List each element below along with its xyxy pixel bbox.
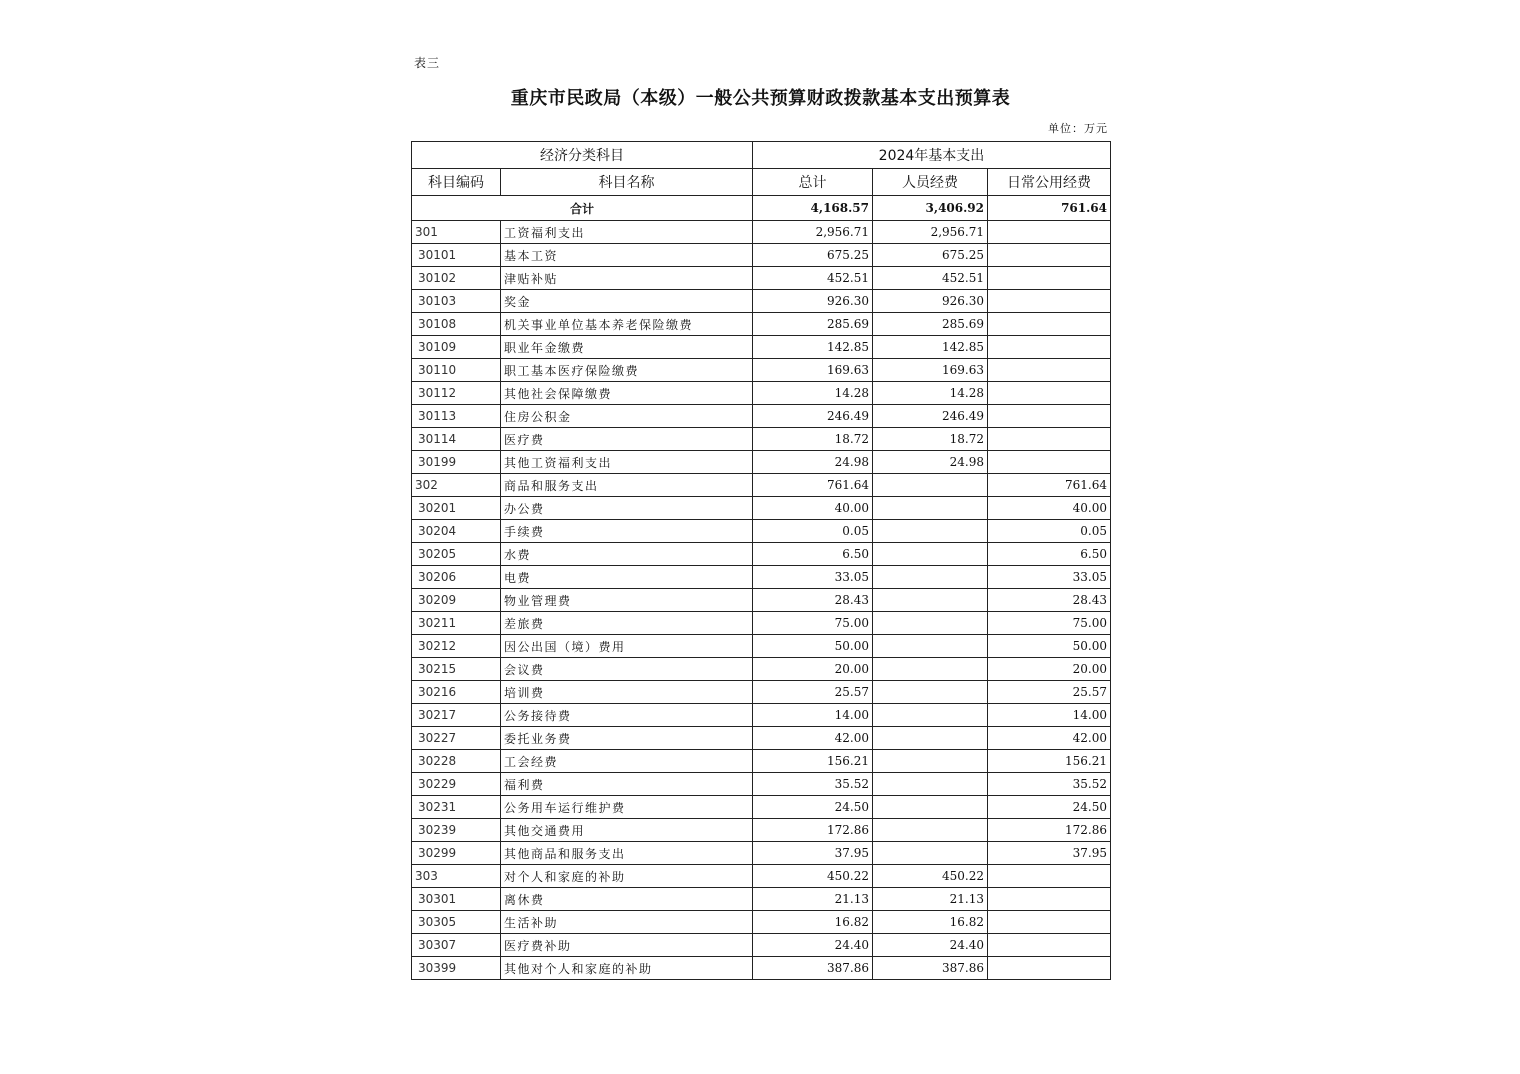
row-personnel: [873, 704, 988, 727]
row-total: 172.86: [753, 819, 873, 842]
row-public: 156.21: [988, 750, 1111, 773]
row-total: 452.51: [753, 267, 873, 290]
row-name: 职业年金缴费: [501, 336, 753, 359]
row-total: 33.05: [753, 566, 873, 589]
row-personnel: 450.22: [873, 865, 988, 888]
row-code: 30301: [412, 888, 501, 911]
row-code: 30108: [412, 313, 501, 336]
row-code: 30209: [412, 589, 501, 612]
table-row: [412, 911, 1111, 934]
row-name: 公务用车运行维护费: [501, 796, 753, 819]
row-name: 差旅费: [501, 612, 753, 635]
row-name: 职工基本医疗保险缴费: [501, 359, 753, 382]
row-name: 公务接待费: [501, 704, 753, 727]
row-total: 387.86: [753, 957, 873, 980]
table-row: [412, 750, 1111, 773]
table-row: [412, 842, 1111, 865]
row-public: 761.64: [988, 474, 1111, 497]
row-code: 30101: [412, 244, 501, 267]
row-total: 156.21: [753, 750, 873, 773]
row-total: 761.64: [753, 474, 873, 497]
row-code: 30199: [412, 451, 501, 474]
row-personnel: 169.63: [873, 359, 988, 382]
row-total: 246.49: [753, 405, 873, 428]
row-code: 30212: [412, 635, 501, 658]
row-public: 20.00: [988, 658, 1111, 681]
row-name: 医疗费: [501, 428, 753, 451]
row-code: 30102: [412, 267, 501, 290]
row-code: 30206: [412, 566, 501, 589]
row-public: 50.00: [988, 635, 1111, 658]
row-personnel: [873, 796, 988, 819]
row-name: 物业管理费: [501, 589, 753, 612]
row-name: 工资福利支出: [501, 221, 753, 244]
row-code: 303: [412, 865, 501, 888]
column-header-total: 总计: [753, 169, 873, 196]
row-code: 30110: [412, 359, 501, 382]
row-name: 其他工资福利支出: [501, 451, 753, 474]
row-public: [988, 934, 1111, 957]
row-public: [988, 336, 1111, 359]
row-name: 基本工资: [501, 244, 753, 267]
row-public: [988, 313, 1111, 336]
row-public: [988, 244, 1111, 267]
row-public: 172.86: [988, 819, 1111, 842]
table-row: [412, 290, 1111, 313]
unit-label: 单位：万元: [1048, 122, 1108, 135]
row-personnel: [873, 819, 988, 842]
table-row: [412, 313, 1111, 336]
row-personnel: 246.49: [873, 405, 988, 428]
table-label: 表三: [414, 56, 441, 70]
row-public: [988, 428, 1111, 451]
row-name: 对个人和家庭的补助: [501, 865, 753, 888]
row-code: 30216: [412, 681, 501, 704]
row-public: [988, 451, 1111, 474]
row-name: 其他交通费用: [501, 819, 753, 842]
row-personnel: [873, 658, 988, 681]
row-personnel: [873, 635, 988, 658]
row-personnel: 21.13: [873, 888, 988, 911]
row-name: 其他商品和服务支出: [501, 842, 753, 865]
row-personnel: 675.25: [873, 244, 988, 267]
row-personnel: [873, 474, 988, 497]
row-personnel: [873, 750, 988, 773]
table-row: [412, 428, 1111, 451]
table-row: [412, 727, 1111, 750]
row-personnel: 2,956.71: [873, 221, 988, 244]
row-total: 18.72: [753, 428, 873, 451]
row-personnel: 926.30: [873, 290, 988, 313]
total-public: 761.64: [988, 196, 1111, 221]
table-row: [412, 635, 1111, 658]
row-name: 奖金: [501, 290, 753, 313]
row-code: 30114: [412, 428, 501, 451]
table-row: [412, 382, 1111, 405]
row-personnel: [873, 773, 988, 796]
row-public: 75.00: [988, 612, 1111, 635]
row-public: 37.95: [988, 842, 1111, 865]
row-personnel: 18.72: [873, 428, 988, 451]
row-total: 14.28: [753, 382, 873, 405]
row-total: 169.63: [753, 359, 873, 382]
row-total: 25.57: [753, 681, 873, 704]
row-name: 工会经费: [501, 750, 753, 773]
table-row: [412, 819, 1111, 842]
total-label: 合计: [412, 196, 753, 221]
table-row: [412, 704, 1111, 727]
table-row: [412, 865, 1111, 888]
row-code: 30103: [412, 290, 501, 313]
row-personnel: 14.28: [873, 382, 988, 405]
row-personnel: 452.51: [873, 267, 988, 290]
row-total: 50.00: [753, 635, 873, 658]
table-row: [412, 773, 1111, 796]
row-code: 30113: [412, 405, 501, 428]
row-personnel: 285.69: [873, 313, 988, 336]
row-personnel: [873, 842, 988, 865]
row-public: 42.00: [988, 727, 1111, 750]
row-personnel: [873, 727, 988, 750]
row-code: 30227: [412, 727, 501, 750]
row-code: 30215: [412, 658, 501, 681]
row-total: 675.25: [753, 244, 873, 267]
row-code: 30229: [412, 773, 501, 796]
row-total: 21.13: [753, 888, 873, 911]
header-row-columns: [412, 169, 1111, 196]
row-public: 33.05: [988, 566, 1111, 589]
row-personnel: [873, 612, 988, 635]
row-code: 30399: [412, 957, 501, 980]
row-name: 津贴补贴: [501, 267, 753, 290]
row-code: 302: [412, 474, 501, 497]
row-public: 6.50: [988, 543, 1111, 566]
row-total: 24.50: [753, 796, 873, 819]
row-personnel: [873, 566, 988, 589]
table-row: [412, 405, 1111, 428]
row-total: 285.69: [753, 313, 873, 336]
row-total: 75.00: [753, 612, 873, 635]
table-row: [412, 589, 1111, 612]
row-name: 福利费: [501, 773, 753, 796]
row-public: [988, 382, 1111, 405]
table-row: [412, 451, 1111, 474]
row-public: [988, 221, 1111, 244]
row-personnel: [873, 497, 988, 520]
row-personnel: [873, 589, 988, 612]
budget-table: [411, 141, 1111, 980]
row-total: 24.98: [753, 451, 873, 474]
row-name: 委托业务费: [501, 727, 753, 750]
row-name: 手续费: [501, 520, 753, 543]
row-total: 24.40: [753, 934, 873, 957]
row-code: 30228: [412, 750, 501, 773]
row-total: 0.05: [753, 520, 873, 543]
column-group-economic: 经济分类科目: [412, 142, 753, 169]
row-public: 0.05: [988, 520, 1111, 543]
row-public: 40.00: [988, 497, 1111, 520]
row-personnel: [873, 520, 988, 543]
column-group-budget: 2024年基本支出: [753, 142, 1111, 169]
row-total: 16.82: [753, 911, 873, 934]
row-public: [988, 888, 1111, 911]
row-personnel: 24.98: [873, 451, 988, 474]
table-row: [412, 934, 1111, 957]
document-title: 重庆市民政局（本级）一般公共预算财政拨款基本支出预算表: [510, 88, 1011, 109]
row-name: 其他社会保障缴费: [501, 382, 753, 405]
row-total: 14.00: [753, 704, 873, 727]
row-name: 电费: [501, 566, 753, 589]
row-public: 24.50: [988, 796, 1111, 819]
row-public: [988, 290, 1111, 313]
row-personnel: [873, 681, 988, 704]
row-code: 30299: [412, 842, 501, 865]
header-row-group: [412, 142, 1111, 169]
table-row: [412, 520, 1111, 543]
row-personnel: 387.86: [873, 957, 988, 980]
table-row: [412, 497, 1111, 520]
row-code: 30239: [412, 819, 501, 842]
row-public: [988, 267, 1111, 290]
table-row: [412, 359, 1111, 382]
row-code: 30307: [412, 934, 501, 957]
row-code: 30231: [412, 796, 501, 819]
table-row: [412, 888, 1111, 911]
table-row: [412, 658, 1111, 681]
row-code: 30201: [412, 497, 501, 520]
row-total: 40.00: [753, 497, 873, 520]
row-public: [988, 359, 1111, 382]
table-row: [412, 336, 1111, 359]
row-name: 会议费: [501, 658, 753, 681]
row-personnel: 142.85: [873, 336, 988, 359]
row-code: 30205: [412, 543, 501, 566]
row-public: [988, 865, 1111, 888]
row-total: 20.00: [753, 658, 873, 681]
row-total: 28.43: [753, 589, 873, 612]
table-row: [412, 221, 1111, 244]
row-name: 机关事业单位基本养老保险缴费: [501, 313, 753, 336]
table-row: [412, 681, 1111, 704]
total-sum: 4,168.57: [753, 196, 873, 221]
row-name: 生活补助: [501, 911, 753, 934]
row-code: 30112: [412, 382, 501, 405]
row-name: 医疗费补助: [501, 934, 753, 957]
budget-table-body: [412, 142, 1111, 980]
row-name: 水费: [501, 543, 753, 566]
row-code: 30109: [412, 336, 501, 359]
table-row: [412, 612, 1111, 635]
row-public: 14.00: [988, 704, 1111, 727]
table-row: [412, 543, 1111, 566]
column-header-personnel: 人员经费: [873, 169, 988, 196]
row-name: 因公出国（境）费用: [501, 635, 753, 658]
table-row: [412, 474, 1111, 497]
column-header-code: 科目编码: [412, 169, 501, 196]
column-header-name: 科目名称: [501, 169, 753, 196]
row-total: 142.85: [753, 336, 873, 359]
row-total: 6.50: [753, 543, 873, 566]
row-code: 30211: [412, 612, 501, 635]
row-name: 办公费: [501, 497, 753, 520]
row-total: 37.95: [753, 842, 873, 865]
row-total: 35.52: [753, 773, 873, 796]
row-public: 25.57: [988, 681, 1111, 704]
row-public: [988, 957, 1111, 980]
row-name: 商品和服务支出: [501, 474, 753, 497]
row-public: 35.52: [988, 773, 1111, 796]
total-personnel: 3,406.92: [873, 196, 988, 221]
row-personnel: 24.40: [873, 934, 988, 957]
row-personnel: 16.82: [873, 911, 988, 934]
row-public: [988, 911, 1111, 934]
row-public: [988, 405, 1111, 428]
row-code: 301: [412, 221, 501, 244]
row-code: 30204: [412, 520, 501, 543]
row-total: 42.00: [753, 727, 873, 750]
row-code: 30217: [412, 704, 501, 727]
row-public: 28.43: [988, 589, 1111, 612]
table-row: [412, 566, 1111, 589]
table-row: [412, 244, 1111, 267]
total-row: [412, 196, 1111, 221]
row-code: 30305: [412, 911, 501, 934]
row-name: 离休费: [501, 888, 753, 911]
table-row: [412, 267, 1111, 290]
row-total: 926.30: [753, 290, 873, 313]
table-row: [412, 796, 1111, 819]
row-name: 住房公积金: [501, 405, 753, 428]
table-row: [412, 957, 1111, 980]
row-name: 培训费: [501, 681, 753, 704]
row-personnel: [873, 543, 988, 566]
row-total: 2,956.71: [753, 221, 873, 244]
column-header-public: 日常公用经费: [988, 169, 1111, 196]
row-total: 450.22: [753, 865, 873, 888]
row-name: 其他对个人和家庭的补助: [501, 957, 753, 980]
